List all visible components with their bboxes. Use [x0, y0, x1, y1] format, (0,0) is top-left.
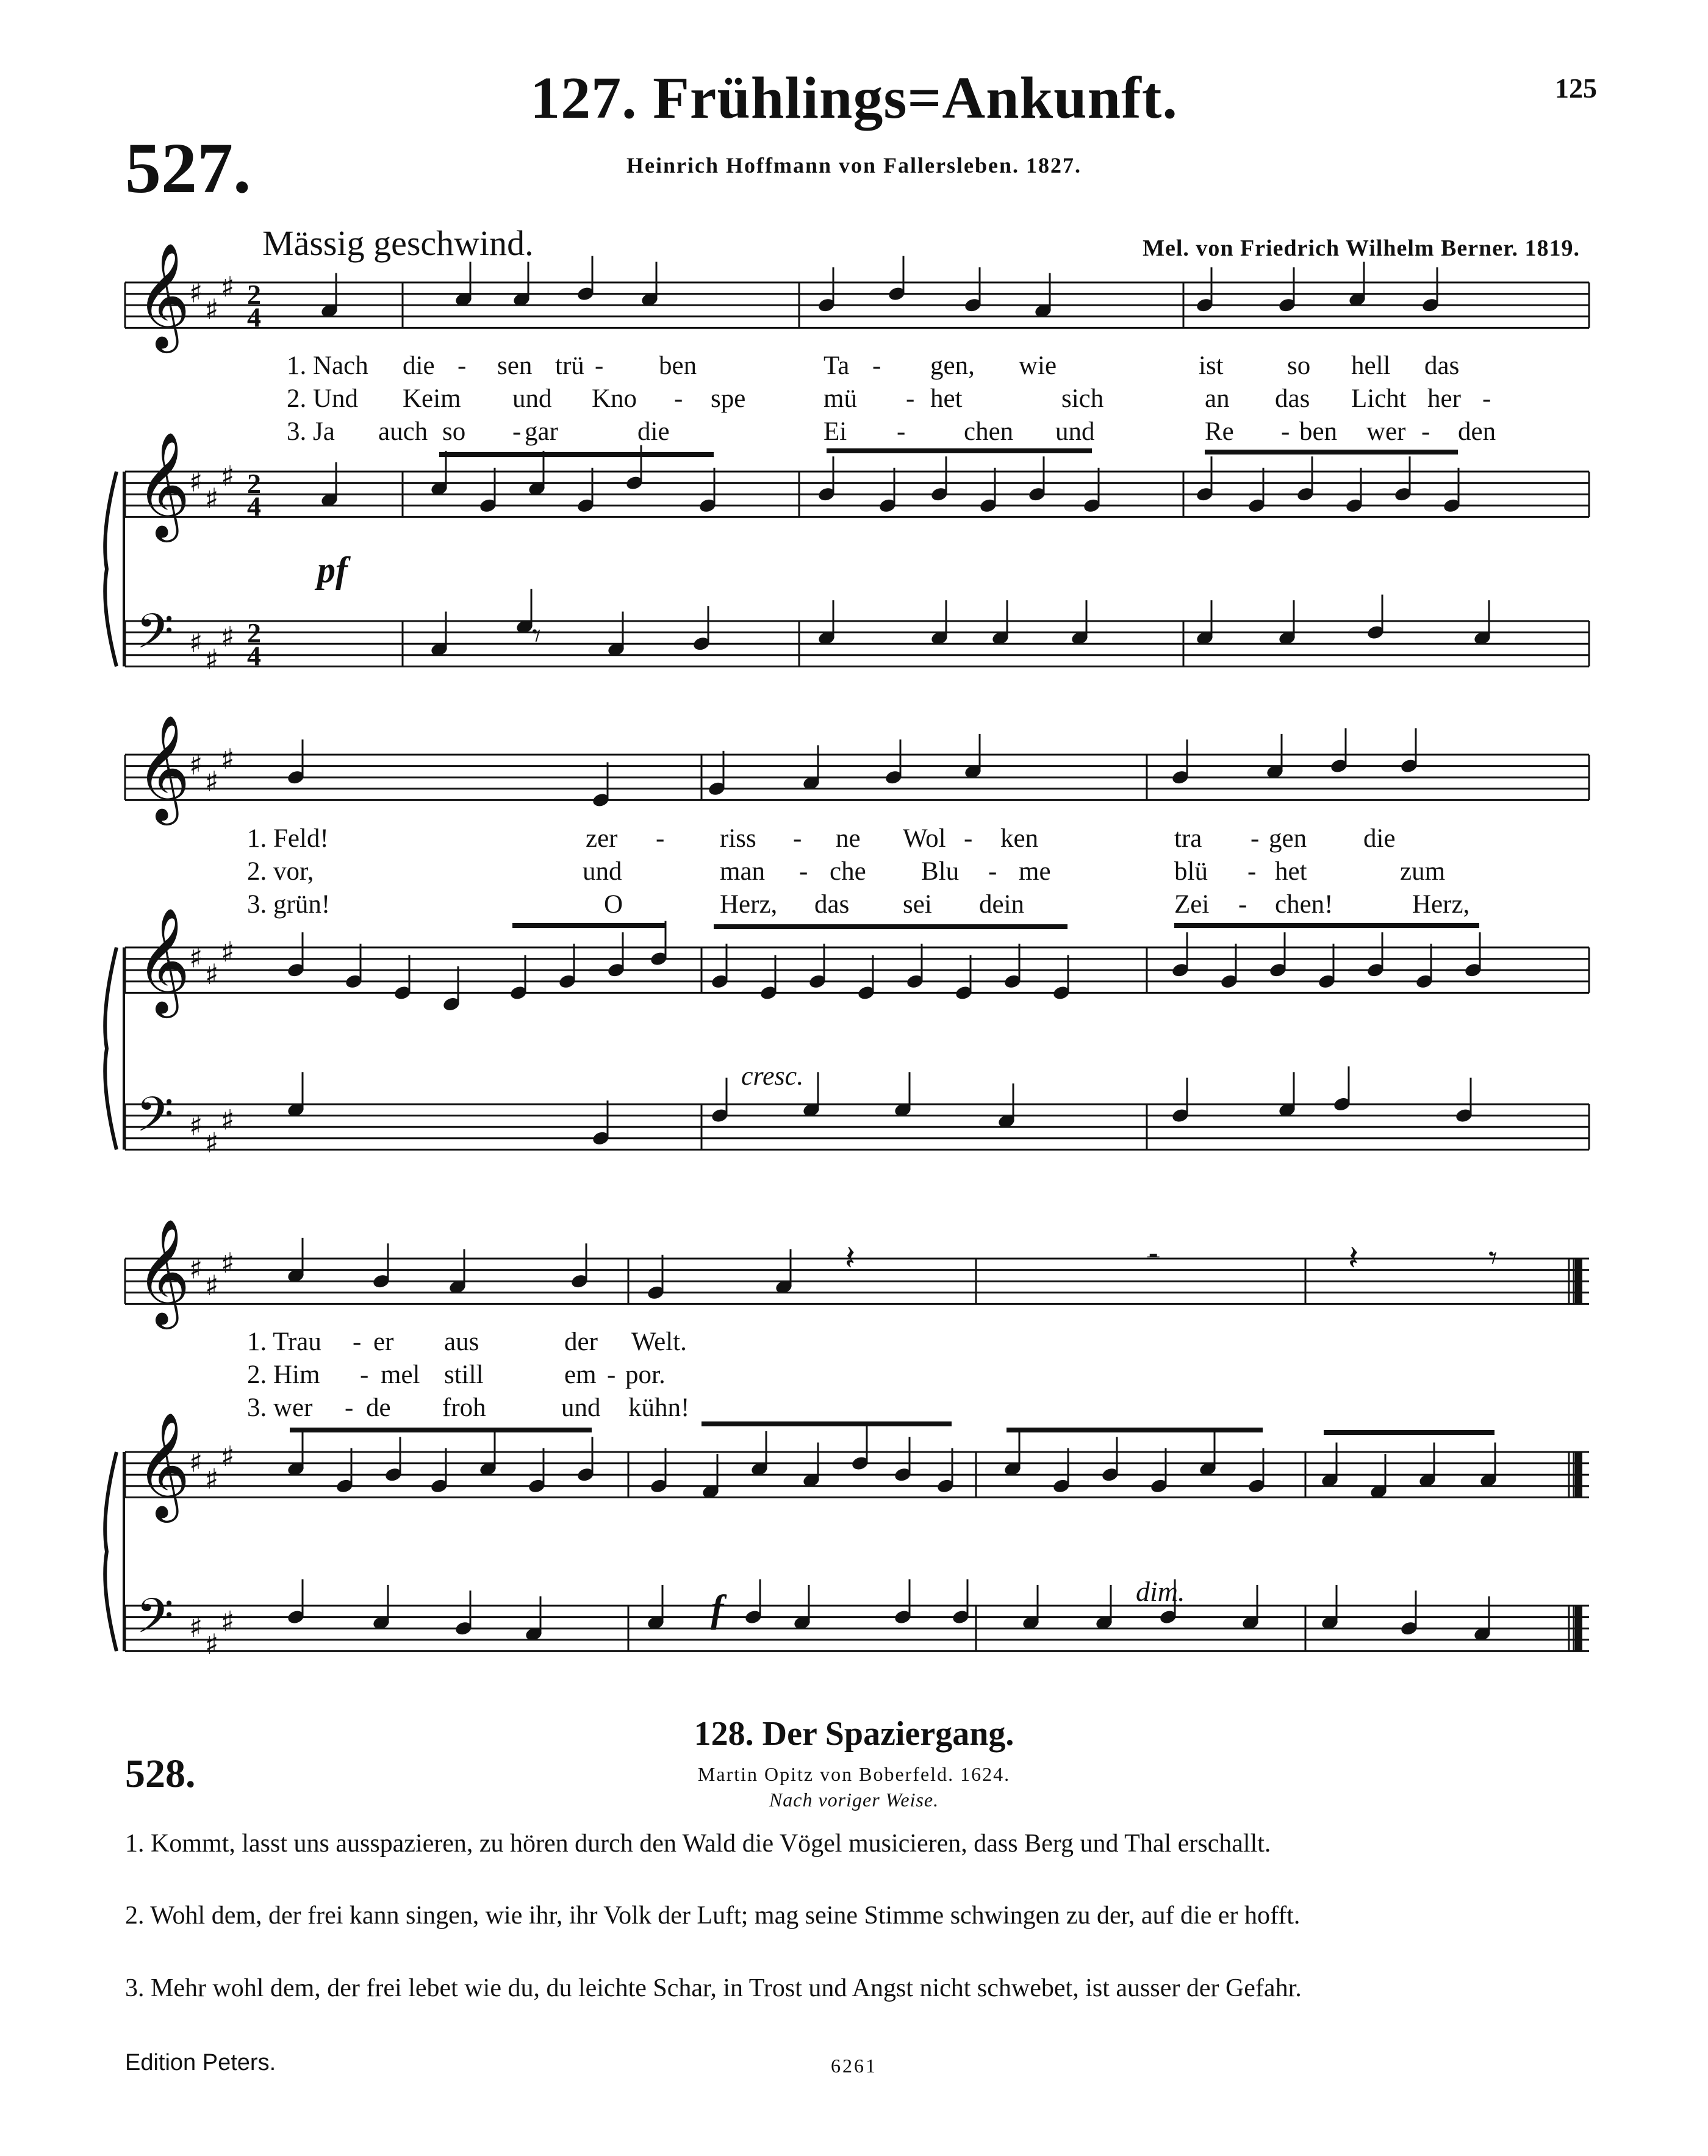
lyric-system2-verse1: - [793, 824, 802, 853]
piano-beam [1324, 1430, 1494, 1435]
treble-clef: 𝄞 [136, 907, 190, 1014]
piano-brace [105, 472, 117, 666]
lyric-system2-verse2: - [1247, 857, 1257, 886]
lyric-system2-verse3: - [1238, 890, 1247, 919]
piano-beam [290, 1428, 592, 1432]
sharp-sign: ♯ [221, 742, 235, 776]
lyric-system1-verse2: Keim [403, 384, 461, 413]
sharp-sign: ♯ [189, 1445, 203, 1479]
lyric-system2-verse3: Herz, [720, 890, 778, 919]
sharp-sign: ♯ [221, 459, 235, 493]
lyric-system2-verse1: tra [1174, 824, 1202, 853]
lyric-system2-verse3: sei [903, 890, 932, 919]
lyric-system3-verse1: der [564, 1328, 598, 1356]
sharp-sign: ♯ [189, 276, 203, 309]
time-signature-top: 2 [247, 617, 261, 649]
lyric-system2-verse1: riss [720, 824, 756, 853]
piano-beam [512, 923, 665, 928]
lyric-system1-verse3: - [1281, 417, 1290, 446]
lyric-system1-verse1: trü [555, 351, 584, 380]
lyric-system1-verse3: den [1458, 417, 1496, 446]
lyric-system3-verse2: em [564, 1360, 597, 1389]
section2-verse-1: 1. Kommt, lasst uns ausspazieren, zu hören durch den Wald die Vögel musicieren, dass Berg und Thal erschallt. [125, 1830, 1271, 1858]
lyric-system1-verse1: hell [1351, 351, 1391, 380]
sharp-sign: ♯ [205, 1462, 219, 1496]
lyric-system2-verse2: Blu [921, 857, 960, 886]
piano-brace [105, 1452, 117, 1651]
section2-title: 128. Der Spaziergang. [694, 1715, 1014, 1753]
poet-credit: Heinrich Hoffmann von Fallersleben. 1827. [626, 153, 1082, 178]
dynamic-cresc: cresc. [741, 1061, 804, 1091]
piano-beam [439, 452, 714, 457]
lyric-system1-verse2: her [1427, 384, 1461, 413]
lyric-system1-verse1: sen [497, 351, 533, 380]
sharp-sign: ♯ [221, 935, 235, 969]
treble-clef: 𝄞 [136, 242, 190, 349]
lyric-system3-verse1: 1. Trau [247, 1328, 321, 1356]
lyric-system1-verse2: Kno [592, 384, 637, 413]
treble-clef: 𝄞 [136, 431, 190, 538]
time-signature-bottom: 4 [247, 301, 261, 333]
lyric-system2-verse3: Herz, [1412, 890, 1470, 919]
staff-lines [125, 282, 1589, 1651]
barlines [105, 282, 1589, 1651]
sharp-sign: ♯ [205, 482, 219, 516]
sharp-sign: ♯ [205, 642, 219, 676]
lyric-system2-verse2: man [720, 857, 766, 886]
lyric-system1-verse3: so [442, 417, 466, 446]
melody-credit: Mel. von Friedrich Wilhelm Berner. 1819. [1143, 235, 1580, 261]
rest: 𝄾 [1488, 1238, 1498, 1278]
lyric-system2-verse3: das [814, 890, 850, 919]
publisher: Edition Peters. [125, 2050, 276, 2075]
lyric-system2-verse2: - [988, 857, 997, 886]
lyric-system1-verse2: und [512, 384, 552, 413]
lyric-system1-verse1: das [1424, 351, 1460, 380]
treble-clef: 𝄞 [136, 1218, 190, 1325]
lyric-system3-verse2: - [607, 1360, 616, 1389]
lyric-system2-verse1: - [1250, 824, 1260, 853]
treble-clef: 𝄞 [136, 1412, 190, 1518]
section2-verse-2: 2. Wohl dem, der frei kann singen, wie ihr, ihr Volk der Luft; mag seine Stimme schwingen zu der, auf die er hofft. [125, 1902, 1301, 1930]
section2-number: 528. [125, 1752, 196, 1796]
lyric-system1-verse2: sich [1061, 384, 1104, 413]
lyric-system1-verse1: die [403, 351, 435, 380]
lyric-system1-verse3: Ei [824, 417, 847, 446]
lyric-system3-verse3: 3. wer [247, 1393, 313, 1422]
lyric-system2-verse1: ne [836, 824, 861, 853]
piano-beam [702, 1421, 952, 1426]
lyric-system1-verse2: - [1482, 384, 1491, 413]
lyric-system2-verse3: O [604, 890, 623, 919]
lyric-system3-verse3: und [561, 1393, 601, 1422]
sharp-sign: ♯ [205, 765, 219, 799]
lyric-system1-verse3: wer [1366, 417, 1406, 446]
lyric-system3-verse3: froh [442, 1393, 486, 1422]
sharp-sign: ♯ [221, 1440, 235, 1473]
plate-number: 6261 [831, 2055, 877, 2077]
lyric-system2-verse1: - [656, 824, 665, 853]
bass-clef: 𝄢 [136, 603, 174, 672]
lyric-system2-verse2: het [1275, 857, 1307, 886]
song-number: 527. [125, 128, 251, 208]
lyric-system3-verse1: Welt. [631, 1328, 687, 1356]
lyric-system1-verse2: het [930, 384, 963, 413]
sharp-sign: ♯ [221, 1246, 235, 1280]
notes [287, 256, 1498, 1642]
lyric-system2-verse2: 2. vor, [247, 857, 314, 886]
piano-beam [1006, 1428, 1263, 1432]
sharp-sign: ♯ [205, 293, 219, 326]
lyric-system1-verse2: Licht [1351, 384, 1407, 413]
piano-beam [1174, 923, 1479, 928]
lyric-system3-verse2: 2. Him [247, 1360, 320, 1389]
lyric-system1-verse3: und [1055, 417, 1095, 446]
piano-beam [827, 448, 1092, 453]
final-barline-thick [1575, 1606, 1582, 1651]
sharp-sign: ♯ [221, 1604, 235, 1638]
lyric-system1-verse3: - [1421, 417, 1430, 446]
sharp-sign: ♯ [189, 625, 203, 659]
final-barline-thick [1575, 1259, 1582, 1304]
sharp-sign: ♯ [189, 1610, 203, 1644]
lyric-system1-verse2: 2. Und [287, 384, 359, 413]
lyric-system1-verse2: das [1275, 384, 1310, 413]
treble-clef: 𝄞 [136, 714, 190, 821]
song-title: 127. Frühlings=Ankunft. [530, 65, 1178, 131]
lyric-system1-verse2: - [906, 384, 915, 413]
bass-clef: 𝄢 [136, 1587, 174, 1656]
section2-verse-3: 3. Mehr wohl dem, der frei lebet wie du, du leichte Schar, in Trost und Angst nicht schwebet, ist ausser der Gefahr. [125, 1974, 1302, 2002]
page-number: 125 [1555, 73, 1597, 104]
lyric-system1-verse3: - [512, 417, 522, 446]
lyric-system2-verse1: die [1363, 824, 1396, 853]
dynamic-forte: f [711, 1587, 724, 1630]
rest: 𝄽 [1348, 1238, 1359, 1278]
time-signature-bottom: 4 [247, 640, 261, 672]
lyric-system3-verse3: kühn! [628, 1393, 690, 1422]
lyric-system2-verse1: Wol [903, 824, 946, 853]
lyric-system2-verse1: zer [586, 824, 618, 853]
sharp-sign: ♯ [189, 1252, 203, 1285]
piano-beam [1205, 450, 1458, 455]
lyric-system1-verse1: wie [1019, 351, 1057, 380]
lyric-system1-verse3: ben [1299, 417, 1338, 446]
lyric-system2-verse3: Zei [1174, 890, 1210, 919]
lyric-system1-verse2: spe [711, 384, 746, 413]
lyric-system1-verse1: Ta [824, 351, 850, 380]
lyric-system1-verse1: - [872, 351, 881, 380]
lyric-system1-verse3: auch [378, 417, 428, 446]
lyric-system3-verse1: - [353, 1328, 362, 1356]
section2-note: Nach voriger Weise. [769, 1789, 939, 1811]
rest: 𝄽 [845, 1238, 856, 1278]
lyric-system1-verse1: gen, [930, 351, 975, 380]
lyric-system2-verse1: gen [1269, 824, 1307, 853]
sharp-sign: ♯ [189, 1109, 203, 1142]
lyric-system2-verse2: - [799, 857, 808, 886]
lyric-system1-verse3: - [897, 417, 906, 446]
lyric-system3-verse1: er [373, 1328, 394, 1356]
sharp-sign: ♯ [205, 958, 219, 991]
lyric-system2-verse2: che [830, 857, 866, 886]
bass-clef: 𝄢 [136, 1086, 174, 1155]
sharp-sign: ♯ [205, 1627, 219, 1661]
rest: 𝄾 [532, 616, 541, 656]
tempo-marking: Mässig geschwind. [262, 223, 534, 263]
piano-brace [105, 947, 117, 1149]
lyric-system2-verse3: dein [979, 890, 1025, 919]
lyric-system1-verse2: mü [824, 384, 857, 413]
lyric-system1-verse1: so [1287, 351, 1311, 380]
lyric-system1-verse3: gar [525, 417, 558, 446]
lyric-system1-verse1: ist [1199, 351, 1224, 380]
sharp-sign: ♯ [189, 748, 203, 782]
lyric-system2-verse1: ken [1000, 824, 1039, 853]
sharp-sign: ♯ [221, 1103, 235, 1137]
lyric-system1-verse1: ben [659, 351, 697, 380]
lyric-system1-verse1: 1. Nach [287, 351, 368, 380]
piano-beam [714, 924, 1068, 929]
lyric-system3-verse3: de [366, 1393, 391, 1422]
lyric-system1-verse3: die [637, 417, 670, 446]
final-barline-thick [1575, 1452, 1582, 1497]
lyric-system2-verse1: - [964, 824, 973, 853]
sharp-sign: ♯ [205, 1126, 219, 1159]
time-signature-top: 2 [247, 468, 261, 500]
dynamic-pf: pf [317, 550, 348, 590]
section2-author: Martin Opitz von Boberfeld. 1624. [697, 1763, 1011, 1785]
lyric-system3-verse3: - [345, 1393, 354, 1422]
sharp-sign: ♯ [221, 620, 235, 653]
lyric-system1-verse2: - [674, 384, 683, 413]
sharp-sign: ♯ [189, 941, 203, 974]
time-signature-top: 2 [247, 279, 261, 311]
lyric-system1-verse2: an [1205, 384, 1230, 413]
lyric-system3-verse1: aus [444, 1328, 479, 1356]
lyric-system3-verse2: still [444, 1360, 484, 1389]
dynamic-dim: dim. [1136, 1576, 1185, 1607]
clef-signs [136, 243, 261, 1661]
lyric-system2-verse1: 1. Feld! [247, 824, 329, 853]
sharp-sign: ♯ [189, 465, 203, 498]
lyric-system3-verse2: mel [381, 1360, 420, 1389]
sharp-sign: ♯ [221, 270, 235, 304]
lyric-system1-verse3: 3. Ja [287, 417, 335, 446]
lyric-system3-verse2: por. [625, 1360, 666, 1389]
rest: 𝄼 [1147, 1238, 1160, 1278]
lyric-system1-verse1: - [458, 351, 467, 380]
lyric-system3-verse2: - [360, 1360, 369, 1389]
lyric-system1-verse3: Re [1205, 417, 1234, 446]
lyric-system1-verse1: - [595, 351, 604, 380]
lyric-system2-verse2: blü [1174, 857, 1208, 886]
lyric-system2-verse2: me [1019, 857, 1051, 886]
lyric-system1-verse3: chen [964, 417, 1014, 446]
lyric-system2-verse2: und [583, 857, 622, 886]
sharp-sign: ♯ [205, 1269, 219, 1303]
lyric-system2-verse3: chen! [1275, 890, 1333, 919]
lyric-system2-verse3: 3. grün! [247, 890, 331, 919]
lyric-system2-verse2: zum [1400, 857, 1446, 886]
time-signature-bottom: 4 [247, 490, 261, 522]
